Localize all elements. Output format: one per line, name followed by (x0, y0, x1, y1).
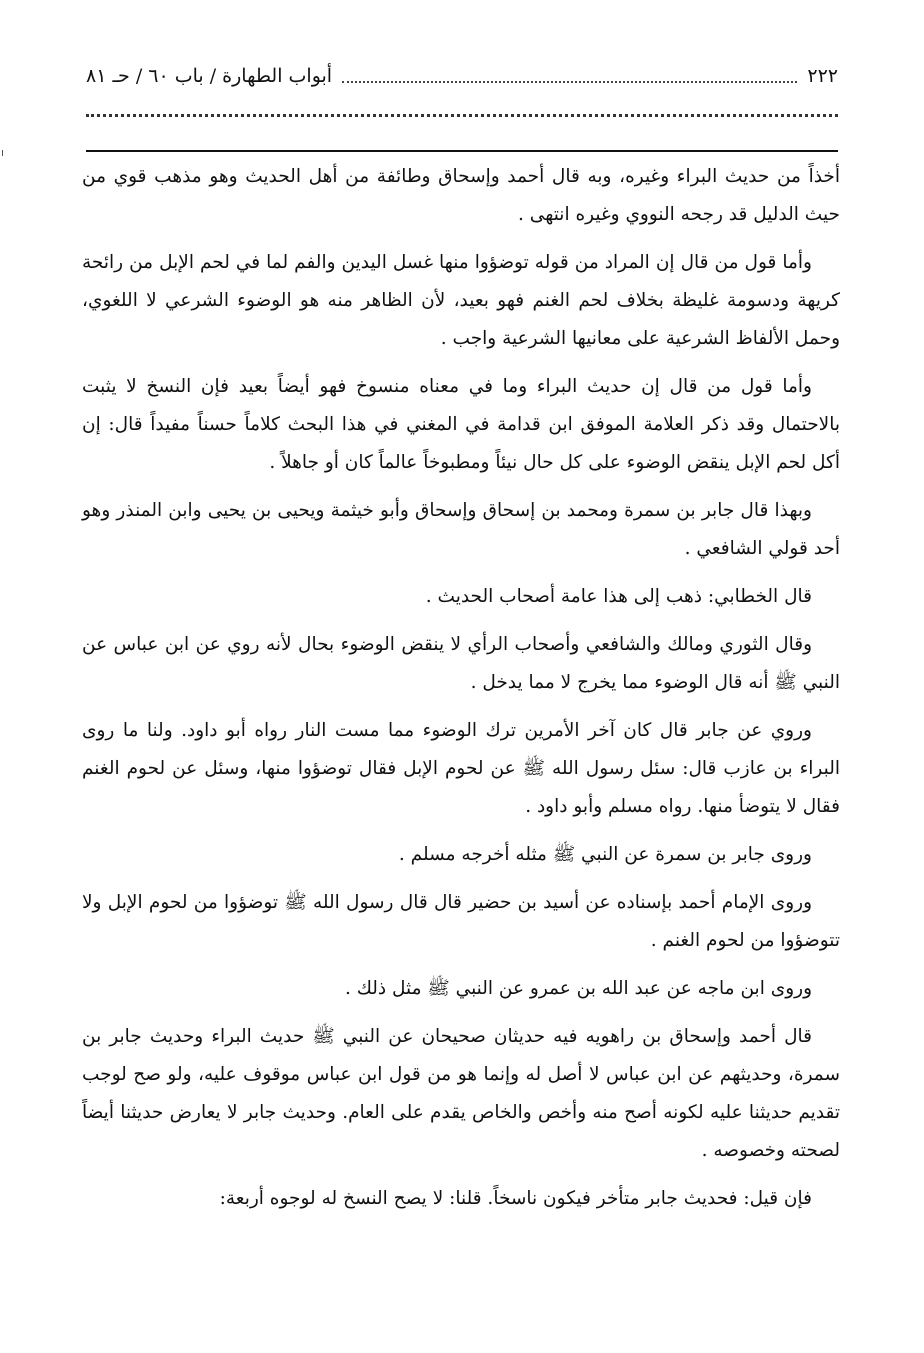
solid-separator (86, 150, 838, 152)
paragraph: وأما قول من قال إن حديث البراء وما في معناه منسوخ فهو أيضاً بعيد فإن النسخ لا يثبت بالاحتمال وقد ذكر العلامة الموفق ابن قدامة في المغني في هذا البحث كلاماً حسناً مفيداً قال: إن أكل لحم الإبل ينقض الوضوء على كل حال نيئاً ومطبوخاً عالماً كان أو جاهلاً . (82, 376, 840, 473)
paragraph: قال الخطابي: ذهب إلى هذا عامة أصحاب الحديث . (425, 586, 812, 607)
paragraph: فإن قيل: فحديث جابر متأخر فيكون ناسخاً. قلنا: لا يصح النسخ له لوجوه أربعة: (219, 1188, 812, 1209)
paragraph: وروى جابر بن سمرة عن النبي ﷺ مثله أخرجه مسلم . (398, 844, 812, 865)
margin-mark (2, 150, 7, 156)
running-title: أبواب الطهارة / باب ٦٠ / حـ ٨١ (86, 65, 333, 87)
page-number: ٢٢٢ (807, 65, 838, 87)
paragraph: أخذاً من حديث البراء وغيره، وبه قال أحمد وإسحاق وطائفة من أهل الحديث وهو مذهب قوي من حيث الدليل قد رجحه النووي وغيره انتهى . (82, 166, 840, 225)
paragraph: وروى ابن ماجه عن عبد الله بن عمرو عن النبي ﷺ مثل ذلك . (344, 978, 812, 999)
paragraph: وبهذا قال جابر بن سمرة ومحمد بن إسحاق وإسحاق وأبو خيثمة ويحيى بن يحيى وابن المنذر وهو أحد قولي الشافعي . (82, 500, 840, 559)
header-dotted-leader (342, 69, 797, 83)
dotted-separator (86, 114, 838, 117)
body-text (82, 158, 840, 1228)
paragraph: وأما قول من قال إن المراد من قوله توضؤوا منها غسل اليدين والفم لما في لحم الإبل من رائحة كريهة ودسومة غليظة بخلاف لحم الغنم فهو بعيد، لأن الظاهر منه هو الوضوء الشرعي لا اللغوي، وحمل الألفاظ الشرعية على معانيها الشرعية واجب . (82, 252, 840, 349)
paragraph: وقال الثوري ومالك والشافعي وأصحاب الرأي لا ينقض الوضوء بحال لأنه روي عن ابن عباس عن النبي ﷺ أنه قال الوضوء مما يخرج لا مما يدخل . (82, 634, 840, 693)
page-header (86, 60, 838, 92)
paragraph: وروي عن جابر قال كان آخر الأمرين ترك الوضوء مما مست النار رواه أبو داود. ولنا ما روى البراء بن عازب قال: سئل رسول الله ﷺ عن لحوم الإبل فقال توضؤوا منها، وسئل عن لحوم الغنم فقال لا يتوضأ منها. رواه مسلم وأبو داود . (82, 720, 840, 817)
paragraph: وروى الإمام أحمد بإسناده عن أسيد بن حضير قال قال رسول الله ﷺ توضؤوا من لحوم الإبل ولا تتوضؤوا من لحوم الغنم . (82, 892, 840, 951)
paragraph: قال أحمد وإسحاق بن راهويه فيه حديثان صحيحان عن النبي ﷺ حديث البراء وحديث جابر بن سمرة، وحديثهم عن ابن عباس لا أصل له وإنما هو من قول ابن عباس موقوف عليه، ولو صح لوجب تقديم حديثنا عليه لكونه أصح منه وأخص والخاص يقدم على العام. وحديث جابر لا يعارض حديثنا أيضاً لصحته وخصوصه . (82, 1026, 840, 1161)
